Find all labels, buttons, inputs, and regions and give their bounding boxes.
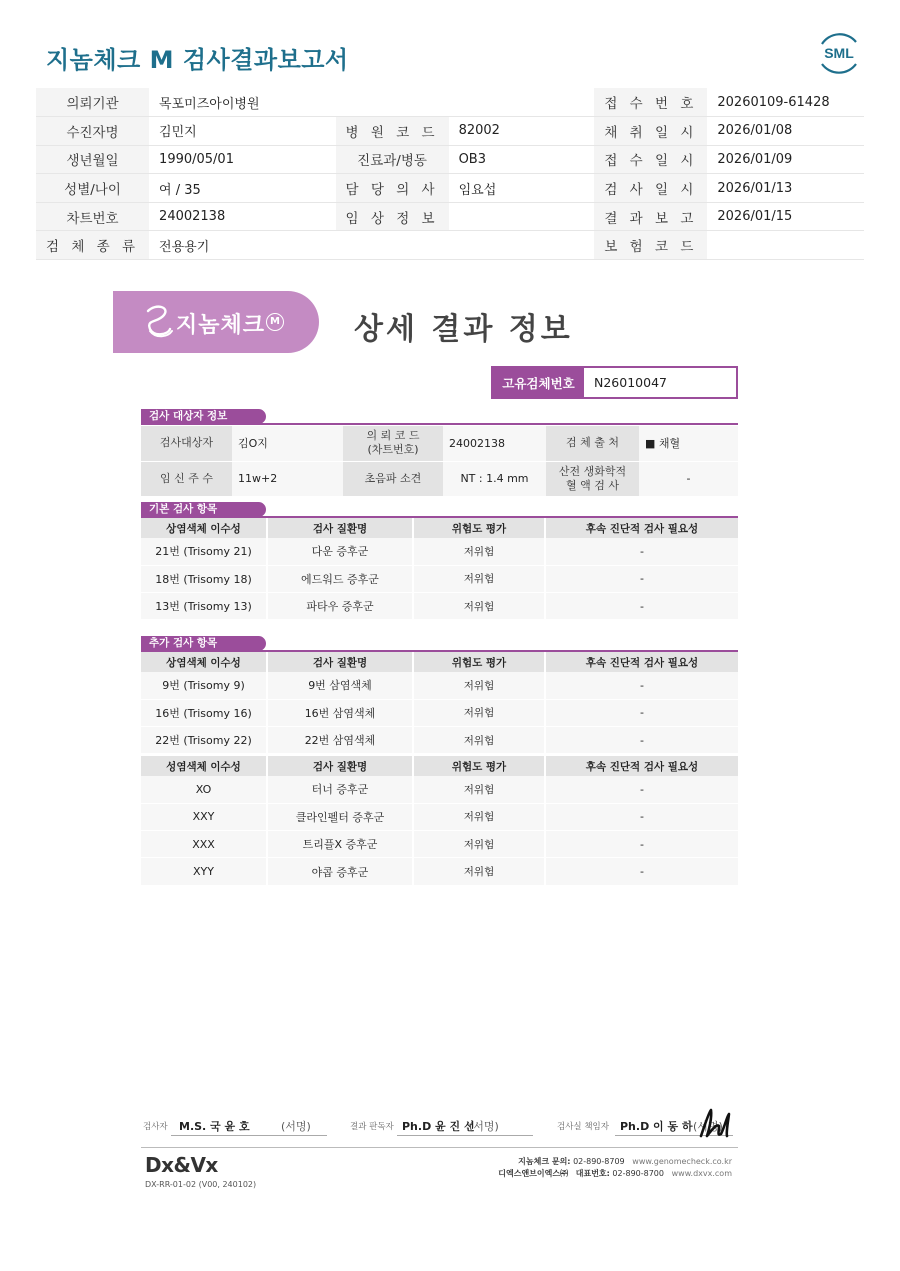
sml-logo-icon — [814, 30, 864, 76]
info-value: 2026/01/09 — [707, 145, 864, 174]
contact-label: 지놈체크 문의: — [518, 1157, 571, 1166]
risk-cell: 저위험 — [413, 538, 545, 565]
contact-url[interactable]: www.dxvx.com — [671, 1169, 732, 1178]
column-header: 검사 질환명 — [267, 518, 413, 538]
contact-phone: 02-890-8709 — [573, 1157, 625, 1166]
chromosome-cell: 18번 (Trisomy 18) — [141, 565, 267, 592]
table-header-row — [141, 756, 738, 776]
ref-code-label — [343, 426, 443, 461]
ref-code-label-line1: 의 뢰 코 드 — [366, 429, 420, 443]
divider — [141, 423, 738, 425]
table-header-row — [141, 652, 738, 672]
info-label: 차트번호 — [36, 202, 149, 231]
info-label: 성별/나이 — [36, 174, 149, 203]
table-row — [141, 593, 738, 620]
biochem-label-line1: 산전 생화학적 — [558, 464, 627, 478]
info-value: OB3 — [449, 145, 595, 174]
disease-cell: 16번 삼염색체 — [267, 699, 413, 726]
risk-cell: 저위험 — [413, 776, 545, 803]
risk-cell: 저위험 — [413, 593, 545, 620]
info-value — [707, 231, 864, 260]
info-value: 82002 — [449, 117, 595, 146]
info-value: 여 / 35 — [149, 174, 335, 203]
subject-row — [141, 426, 738, 461]
info-label: 채 취 일 시 — [594, 117, 707, 146]
risk-cell: 저위험 — [413, 858, 545, 885]
column-header: 성염색체 이수성 — [141, 756, 267, 776]
chromosome-cell: 16번 (Trisomy 16) — [141, 699, 267, 726]
gestational-weeks-value: 11w+2 — [232, 461, 343, 496]
table-row — [141, 538, 738, 565]
subject-value: 김O지 — [232, 426, 343, 461]
risk-cell: 저위험 — [413, 699, 545, 726]
column-header: 위험도 평가 — [413, 756, 545, 776]
document-code: DX-RR-01-02 (V00, 240102) — [145, 1180, 257, 1189]
info-label: 보 험 코 드 — [594, 231, 707, 260]
info-value: 2026/01/08 — [707, 117, 864, 146]
signature-line — [171, 1135, 327, 1136]
followup-cell: - — [545, 831, 738, 858]
gestational-weeks-label: 임 신 주 수 — [141, 461, 232, 496]
info-label: 검 체 종 류 — [36, 231, 149, 260]
unique-sample-id-box — [491, 366, 738, 399]
info-label: 수진자명 — [36, 117, 149, 146]
contact-phone: 02-890-8700 — [612, 1169, 664, 1178]
info-value: 전용용기 — [149, 231, 594, 260]
followup-cell: - — [545, 699, 738, 726]
info-row — [36, 145, 864, 174]
column-header: 후속 진단적 검사 필요성 — [545, 756, 738, 776]
banner-brand: 지놈체크 — [176, 313, 266, 338]
info-label: 담 당 의 사 — [336, 174, 449, 203]
disease-cell: 클라인펠터 증후군 — [267, 803, 413, 830]
disease-cell: 트리플X 증후군 — [267, 831, 413, 858]
info-label: 검 사 일 시 — [594, 174, 707, 203]
info-row — [36, 231, 864, 260]
chromosome-cell: 13번 (Trisomy 13) — [141, 593, 267, 620]
followup-cell: - — [545, 858, 738, 885]
info-label: 결 과 보 고 — [594, 202, 707, 231]
biochem-label-line2: 혈 액 검 사 — [566, 478, 619, 492]
followup-cell: - — [545, 776, 738, 803]
table-row — [141, 727, 738, 754]
info-value: 20260109-61428 — [707, 88, 864, 117]
info-label: 임 상 정 보 — [336, 202, 449, 231]
dxvx-contact — [498, 1168, 732, 1179]
specimen-source-label: 검 체 출 처 — [546, 426, 639, 461]
disease-cell: 22번 삼염색체 — [267, 727, 413, 754]
patient-info-table — [36, 88, 864, 260]
table-row — [141, 831, 738, 858]
followup-cell: - — [545, 803, 738, 830]
info-label: 접 수 번 호 — [594, 88, 707, 117]
info-label: 병 원 코 드 — [336, 117, 449, 146]
tester-label: 검사자 — [143, 1122, 168, 1132]
info-value — [449, 202, 595, 231]
subject-info-table — [141, 426, 738, 497]
table-row — [141, 803, 738, 830]
column-header: 후속 진단적 검사 필요성 — [545, 518, 738, 538]
info-label: 접 수 일 시 — [594, 145, 707, 174]
followup-cell: - — [545, 672, 738, 699]
genomecheck-contact — [518, 1156, 732, 1167]
chromosome-cell: 21번 (Trisomy 21) — [141, 538, 267, 565]
contact-label: 대표번호: — [575, 1169, 610, 1178]
biochem-value: - — [639, 461, 738, 496]
judge-label: 결과 판독자 — [350, 1122, 394, 1132]
ultrasound-value: NT : 1.4 mm — [443, 461, 546, 496]
basic-results-table — [141, 518, 738, 620]
genome-swirl-icon — [142, 301, 176, 341]
unique-sample-id-label: 고유검체번호 — [493, 368, 584, 397]
column-header: 상염색체 이수성 — [141, 652, 267, 672]
followup-cell: - — [545, 593, 738, 620]
disease-cell: 파타우 증후군 — [267, 593, 413, 620]
disease-cell: 에드워드 증후군 — [267, 565, 413, 592]
section-title: 상세 결과 정보 — [354, 312, 573, 347]
info-value: 24002138 — [149, 202, 335, 231]
info-value: 1990/05/01 — [149, 145, 335, 174]
chromosome-cell: 22번 (Trisomy 22) — [141, 727, 267, 754]
ultrasound-label: 초음파 소견 — [343, 461, 443, 496]
chief-name: Ph.D 이 동 하 — [620, 1120, 693, 1133]
info-value: 김민지 — [149, 117, 335, 146]
contact-url[interactable]: www.genomecheck.co.kr — [632, 1157, 732, 1166]
ref-code-value: 24002138 — [443, 426, 546, 461]
info-value: 2026/01/15 — [707, 202, 864, 231]
chromosome-cell: XYY — [141, 858, 267, 885]
signature-line — [397, 1135, 533, 1136]
chromosome-cell: XXY — [141, 803, 267, 830]
table-row — [141, 565, 738, 592]
banner-m-badge: M — [266, 313, 284, 331]
risk-cell: 저위험 — [413, 672, 545, 699]
table-row — [141, 776, 738, 803]
chromosome-cell: XXX — [141, 831, 267, 858]
additional-tests-tag: 추가 검사 항목 — [141, 636, 266, 651]
info-label: 의뢰기관 — [36, 88, 149, 117]
column-header: 위험도 평가 — [413, 518, 545, 538]
company-name: 디엑스앤브이엑스㈜ — [498, 1169, 569, 1178]
info-value: 2026/01/13 — [707, 174, 864, 203]
chief-sign: (서명) — [693, 1120, 723, 1133]
column-header: 위험도 평가 — [413, 652, 545, 672]
specimen-source-value: ■ 채혈 — [639, 426, 738, 461]
tester-name: M.S. 국 윤 호 — [179, 1120, 250, 1133]
chromosome-cell: 9번 (Trisomy 9) — [141, 672, 267, 699]
info-row — [36, 174, 864, 203]
risk-cell: 저위험 — [413, 831, 545, 858]
chromosome-cell: XO — [141, 776, 267, 803]
disease-cell: 야콥 증후군 — [267, 858, 413, 885]
info-label: 진료과/병동 — [336, 145, 449, 174]
followup-cell: - — [545, 565, 738, 592]
info-row — [36, 202, 864, 231]
dxvx-logo: Dx&Vx — [145, 1153, 218, 1177]
chief-label: 검사실 책임자 — [557, 1122, 609, 1132]
table-row — [141, 699, 738, 726]
risk-cell: 저위험 — [413, 565, 545, 592]
subject-label: 검사대상자 — [141, 426, 232, 461]
judge-name: Ph.D 윤 진 선 — [402, 1120, 475, 1133]
additional-results-table — [141, 652, 738, 754]
table-row — [141, 858, 738, 885]
column-header: 검사 질환명 — [267, 652, 413, 672]
followup-cell: - — [545, 727, 738, 754]
judge-sign: (서명) — [469, 1120, 499, 1133]
info-label: 생년월일 — [36, 145, 149, 174]
sex-chromosome-results-table — [141, 756, 738, 886]
followup-cell: - — [545, 538, 738, 565]
report-title: 지놈체크 M 검사결과보고서 — [46, 46, 349, 74]
info-value: 임요섭 — [449, 174, 595, 203]
risk-cell: 저위험 — [413, 727, 545, 754]
ref-code-label-line2: (차트번호) — [367, 443, 419, 457]
unique-sample-id-value: N26010047 — [594, 375, 667, 390]
table-row — [141, 672, 738, 699]
tester-sign: (서명) — [281, 1120, 311, 1133]
biochem-label — [546, 461, 639, 496]
column-header: 후속 진단적 검사 필요성 — [545, 652, 738, 672]
sml-logo-text: SML — [824, 45, 854, 61]
info-row — [36, 88, 864, 117]
disease-cell: 다운 증후군 — [267, 538, 413, 565]
signature-row — [141, 1114, 738, 1136]
disease-cell: 9번 삼염색체 — [267, 672, 413, 699]
column-header: 검사 질환명 — [267, 756, 413, 776]
subject-info-tag: 검사 대상자 정보 — [141, 409, 266, 424]
handwritten-signature-icon — [697, 1106, 733, 1140]
subject-row — [141, 461, 738, 496]
info-row — [36, 117, 864, 146]
basic-tests-tag: 기본 검사 항목 — [141, 502, 266, 517]
disease-cell: 터너 증후군 — [267, 776, 413, 803]
footer-divider — [141, 1147, 738, 1148]
risk-cell: 저위험 — [413, 803, 545, 830]
info-value: 목포미즈아이병원 — [149, 88, 594, 117]
table-header-row — [141, 518, 738, 538]
column-header: 상염색체 이수성 — [141, 518, 267, 538]
